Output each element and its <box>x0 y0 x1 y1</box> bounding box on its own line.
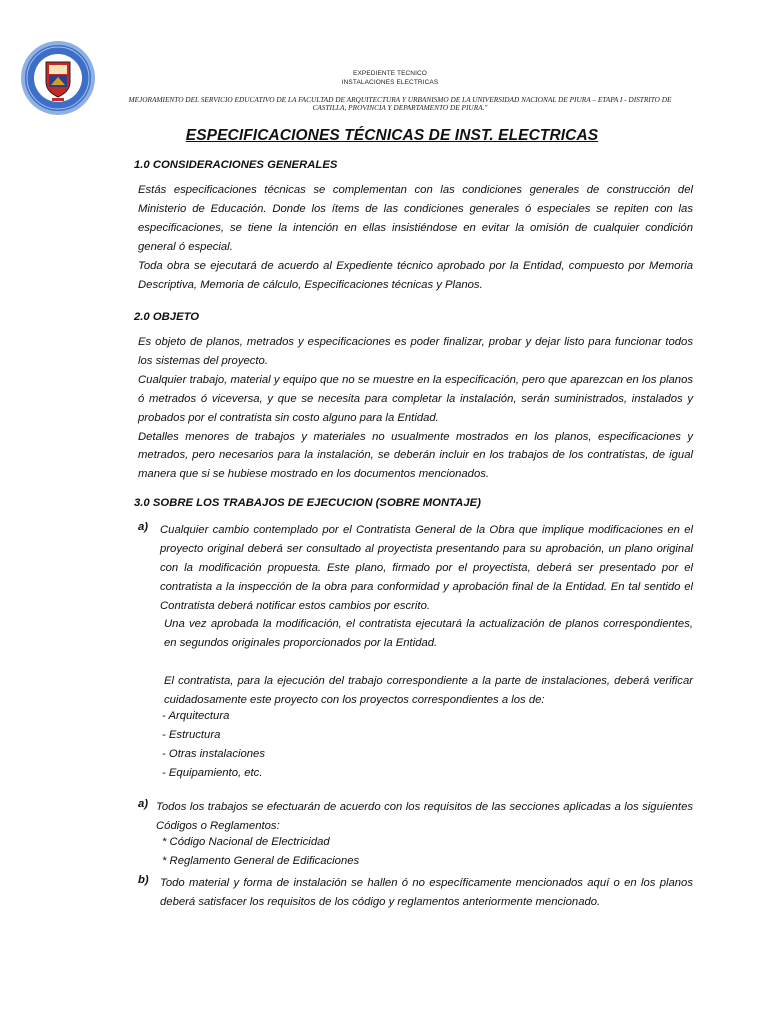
university-seal-logo <box>20 40 96 116</box>
item-b-text <box>160 874 693 912</box>
item-a-paragraph: Cualquier cambio contemplado por el Contratista General de la Obra que implique modificaciones en el proyecto original deberá ser consultado al proyectista presentando para su aprobación, un plano original con la modificación propuesta. Este plano, firmado por el proyectista, deberá ser presentado por el contratista a la inspección de la obra para conformidad y aprobación final de la Entidad. En tal sentido el Contratista deberá notificar estos cambios por escrito. <box>160 524 693 612</box>
item-b-letter: b) <box>138 874 149 886</box>
list-item: * Reglamento General de Edificaciones <box>162 855 360 867</box>
section-1-paragraph-2: Toda obra se ejecutará de acuerdo al Expediente técnico aprobado por la Entidad, compuesto por Memoria Descriptiva, Memoria de cálculo, Especificaciones técnicas y Planos. <box>138 259 693 291</box>
header-project <box>100 96 700 112</box>
item-a2-letter: a) <box>138 798 149 810</box>
item-a-paragraph-3: El contratista, para la ejecución del trabajo correspondiente a la parte de instalaciones, deberá verificar cuidadosamente este proyecto con los proyectos correspondientes a los de: <box>164 675 693 706</box>
page-title: ESPECIFICACIONES TÉCNICAS DE INST. ELECTRICAS <box>185 127 599 144</box>
section-2-paragraph-2: Cualquier trabajo, material y equipo que no se muestre en la especificación, pero que aparezcan en los planos ó metrados ó viceversa, y que se necesita para completar la instalación, serán suministrados, instalados y probados por el contratista sin costo alguno para la Entidad. <box>138 373 693 424</box>
header-project-line1: MEJORAMIENTO DEL SERVICIO EDUCATIVO DE LA FACULTAD DE ARQUITECTURA Y URBANISMO DE LA UNIVERSIDAD NACIONAL DE PIURA – ETAPA I - DISTRITO DE <box>128 95 672 104</box>
item-a2-text <box>156 798 693 836</box>
section-1-body <box>138 181 693 294</box>
section-2-paragraph-3: Detalles menores de trabajos y materiales no usualmente mostrados en los planos, especificaciones y metrados, pero necesarios para la instalación, se deberán incluir en los trabajos de los contratistas, de igual manera que si se hubiese mostrado en los documentos mencionados. <box>138 430 693 481</box>
item-a2-paragraph: Todos los trabajos se efectuarán de acuerdo con los requisitos de las secciones aplicadas a los siguientes Códigos o Reglamentos: <box>156 801 693 832</box>
header-instalaciones: INSTALACIONES ELECTRICAS <box>341 79 439 86</box>
section-3-heading: 3.0 SOBRE LOS TRABAJOS DE EJECUCION (SOBRE MONTAJE) <box>134 497 481 509</box>
list-item: - Otras instalaciones <box>162 748 265 760</box>
section-2-body <box>138 333 693 484</box>
item-b-paragraph: Todo material y forma de instalación se hallen ó no específicamente mencionados aquí o en los planos deberá satisfacer los requisitos de los código y reglamentos anteriormente mencionado. <box>160 877 693 908</box>
header-expediente: EXPEDIENTE TECNICO <box>353 70 427 77</box>
item-a-modification-text <box>164 615 693 653</box>
item-a-paragraph-2: Una vez aprobada la modificación, el contratista ejecutará la actualización de planos correspondientes, en segundos originales proporcionados por la Entidad. <box>164 618 693 649</box>
list-item: * Código Nacional de Electricidad <box>162 836 330 848</box>
section-1-paragraph-1: Estás especificaciones técnicas se complementan con las condiciones generales de construcción del Ministerio de Educación. Donde los ítems de las condiciones generales ó especiales se repiten con las especificaciones, se tiene la intención en ellas insistiéndose en evitar la omisión de cualquier condición general ó especial. <box>138 184 693 253</box>
list-item: - Equipamiento, etc. <box>162 767 263 779</box>
header-project-line2: CASTILLA, PROVINCIA Y DEPARTAMENTO DE PIURA." <box>312 103 488 112</box>
list-item: - Estructura <box>162 729 221 741</box>
section-2-paragraph-1: Es objeto de planos, metrados y especificaciones es poder finalizar, probar y dejar listo para funcionar todos los sistemas del proyecto. <box>138 336 693 367</box>
item-a-verify-text <box>164 672 693 710</box>
list-item: - Arquitectura <box>162 710 230 722</box>
item-a-letter: a) <box>138 521 149 533</box>
section-2-heading: 2.0 OBJETO <box>134 311 200 323</box>
section-1-heading: 1.0 CONSIDERACIONES GENERALES <box>134 159 338 171</box>
item-a-text <box>160 521 693 616</box>
